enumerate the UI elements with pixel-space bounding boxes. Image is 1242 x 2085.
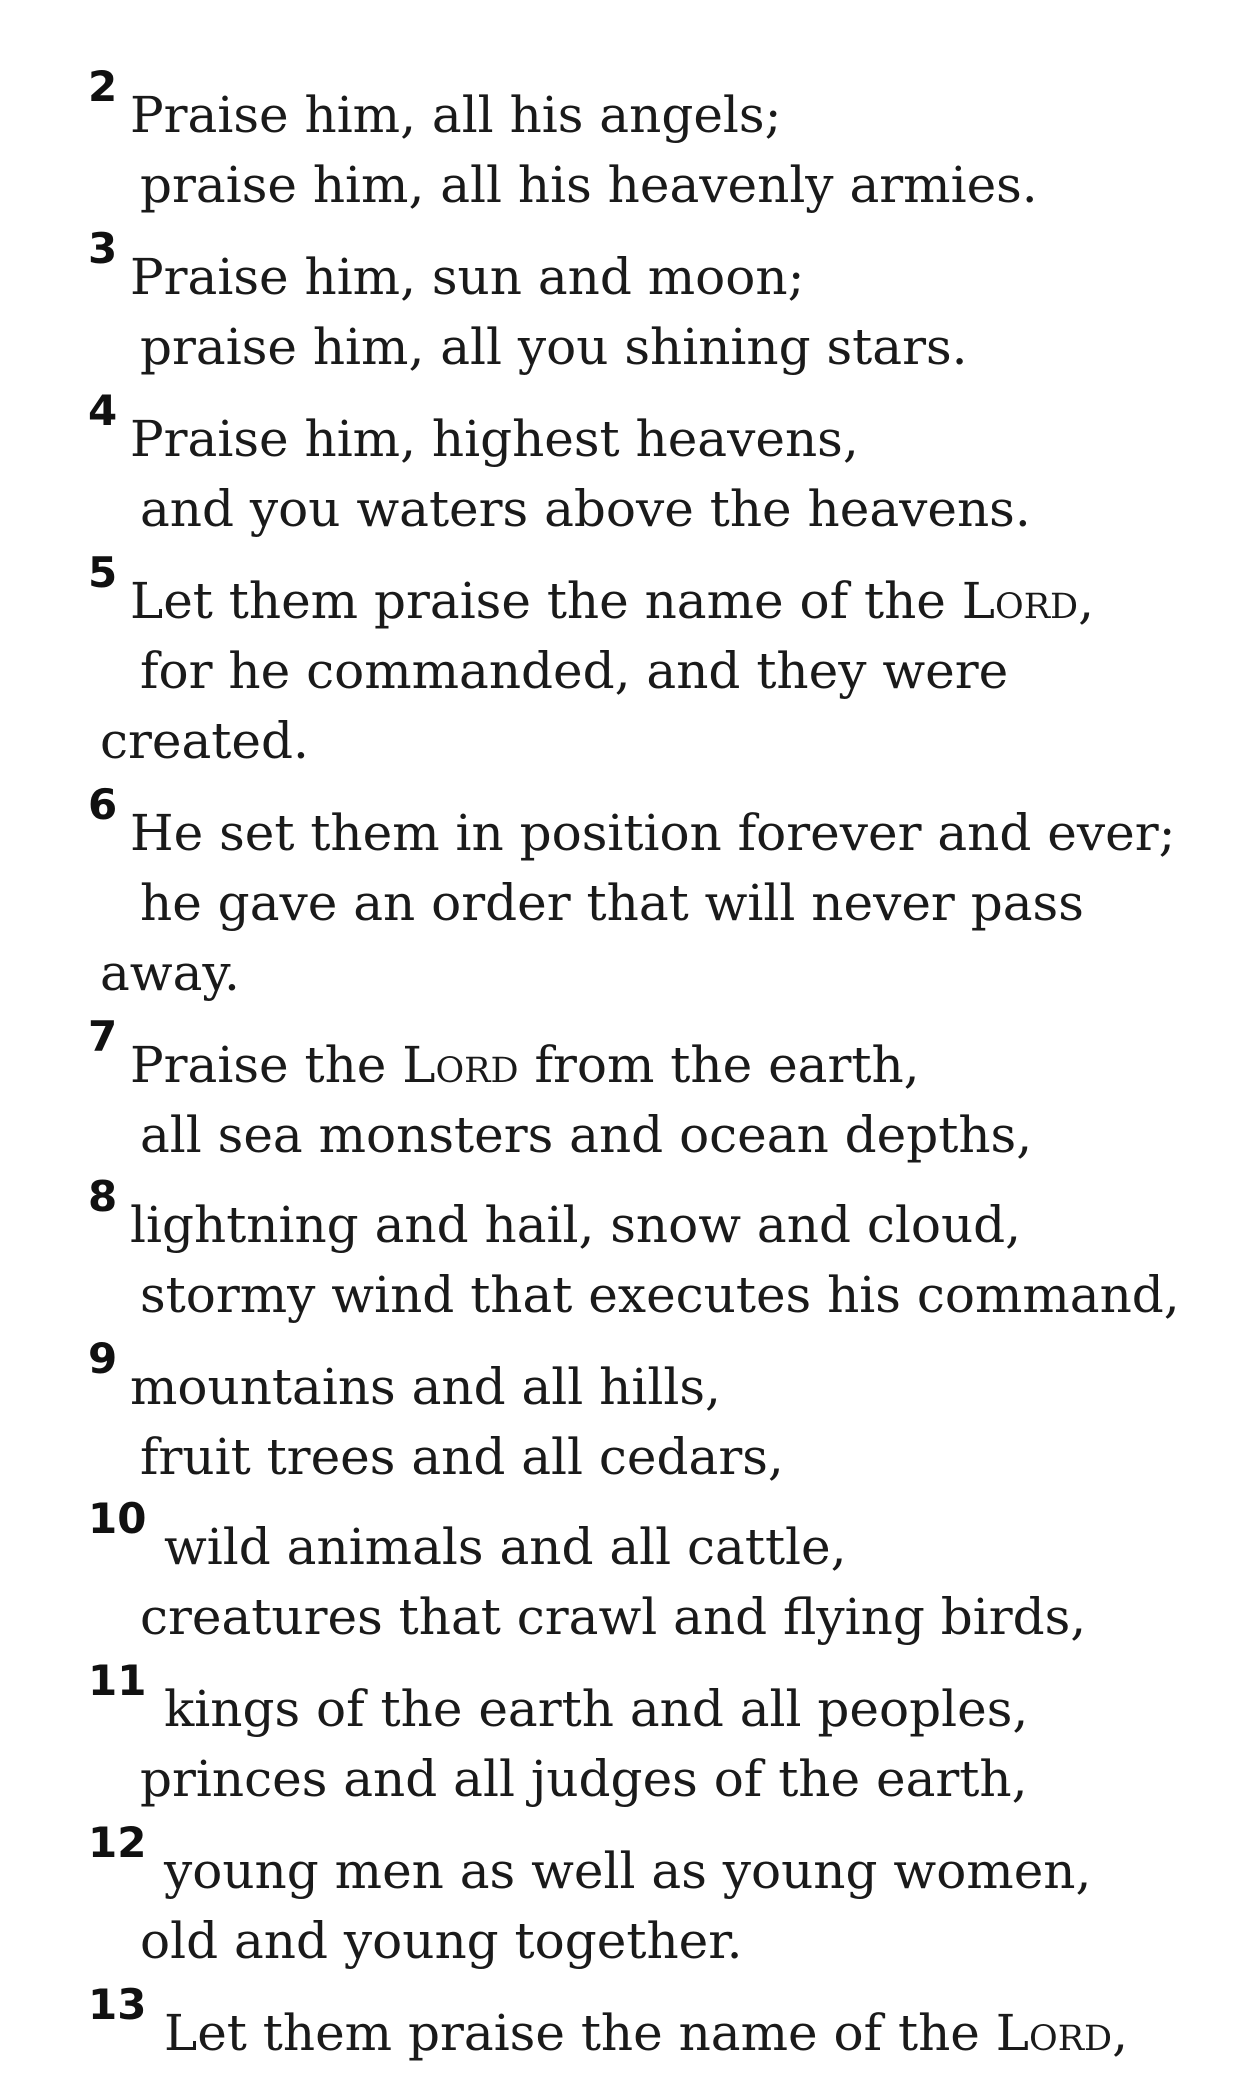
lord-small-caps: Lord (995, 2004, 1113, 2062)
verse-line: lightning and hail, snow and cloud, (130, 1196, 1022, 1254)
verse-number: 2 (88, 62, 118, 111)
verse-line: princes and all judges of the earth, (140, 1750, 1028, 1808)
verse-number: 5 (88, 548, 118, 597)
verse-5 (0, 546, 1242, 776)
verse-line: for he commanded, and they were (140, 642, 1009, 700)
verse-line (164, 1998, 1128, 2068)
verse-4 (0, 384, 1242, 544)
verse-text: , (1078, 572, 1095, 630)
verse-number: 4 (88, 386, 118, 435)
verse-number: 6 (88, 780, 118, 829)
lord-small-caps: Lord (402, 1036, 519, 1094)
verse-12 (0, 1816, 1242, 1976)
verse-line: kings of the earth and all peoples, (164, 1680, 1029, 1738)
verse-line: mountains and all hills, (130, 1358, 721, 1416)
verse-line: old and young together. (140, 1912, 743, 1970)
verse-text: , (1112, 2004, 1129, 2062)
verse-line: all sea monsters and ocean depths, (140, 1106, 1033, 1164)
verse-line: wild animals and all cattle, (164, 1518, 847, 1576)
verse-8 (0, 1170, 1242, 1330)
verse-line: creatures that crawl and flying birds, (140, 1588, 1087, 1646)
verse-number: 7 (88, 1012, 118, 1061)
verse-number: 8 (88, 1172, 118, 1221)
verse-10 (0, 1492, 1242, 1652)
lord-small-caps: Lord (961, 572, 1079, 630)
verse-3 (0, 222, 1242, 382)
verse-number: 3 (88, 224, 118, 273)
verse-text: Let them praise the name of the (164, 2004, 996, 2062)
verse-6 (0, 778, 1242, 1008)
verse-2 (0, 60, 1242, 220)
verse-number: 11 (88, 1656, 147, 1705)
verse-line (130, 566, 1094, 636)
verse-line: he gave an order that will never pass (140, 874, 1084, 932)
verse-line: He set them in position forever and ever; (130, 804, 1176, 862)
verse-9 (0, 1332, 1242, 1492)
verse-text: Praise the (130, 1036, 403, 1094)
verse-7 (0, 1010, 1242, 1170)
verse-line: Praise him, highest heavens, (130, 410, 859, 468)
verse-line: and you waters above the heavens. (140, 480, 1031, 538)
verse-number: 12 (88, 1818, 147, 1867)
verse-line: fruit trees and all cedars, (140, 1428, 784, 1486)
verse-line: stormy wind that executes his command, (140, 1266, 1180, 1324)
verse-line-continuation: away. (100, 944, 240, 1002)
verse-line: young men as well as young women, (164, 1842, 1092, 1900)
verse-text: from the earth, (518, 1036, 920, 1094)
verse-line: praise him, all you shining stars. (140, 318, 968, 376)
verse-number: 9 (88, 1334, 118, 1383)
verse-13 (0, 1978, 1242, 2078)
verse-number: 10 (88, 1494, 147, 1543)
verse-text: Let them praise the name of the (130, 572, 962, 630)
verse-line: Praise him, sun and moon; (130, 248, 805, 306)
verse-11 (0, 1654, 1242, 1814)
verse-number: 13 (88, 1980, 147, 2029)
verse-line: Praise him, all his angels; (130, 86, 782, 144)
verse-line: praise him, all his heavenly armies. (140, 156, 1038, 214)
verse-line (130, 1030, 920, 1100)
verse-line-continuation: created. (100, 712, 309, 770)
